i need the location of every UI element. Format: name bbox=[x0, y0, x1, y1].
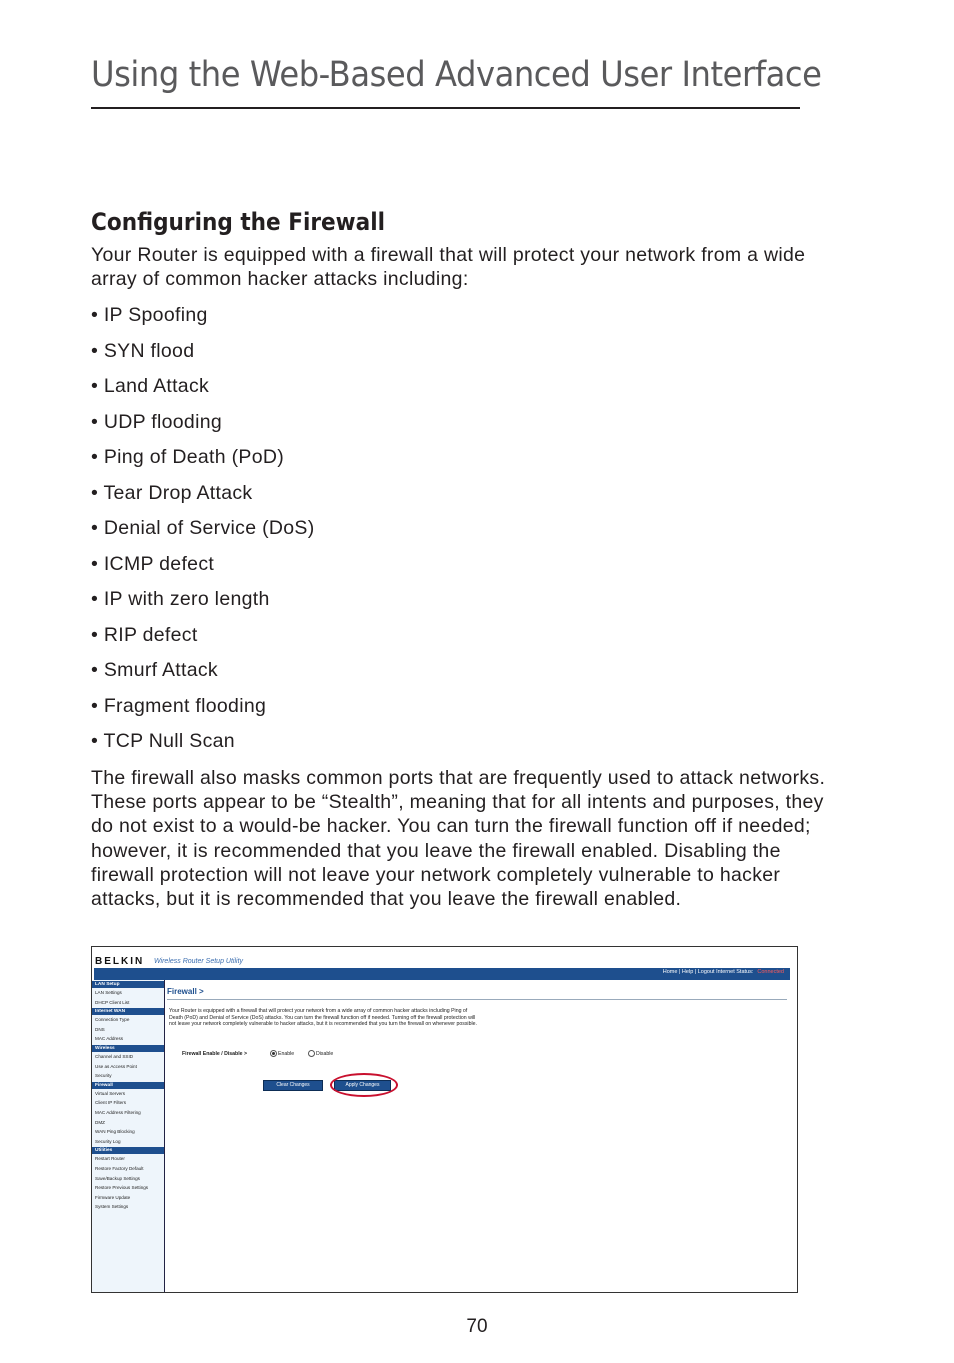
apply-changes-button[interactable]: Apply Changes bbox=[334, 1080, 391, 1091]
list-item: • Fragment flooding bbox=[91, 694, 267, 717]
list-item: • Smurf Attack bbox=[91, 659, 218, 681]
sidebar-item[interactable]: WAN Ping Blocking bbox=[95, 1129, 135, 1135]
content-title: Firewall > bbox=[167, 987, 204, 996]
sidebar-item[interactable]: DNS bbox=[95, 1026, 105, 1032]
sidebar bbox=[92, 980, 165, 1292]
list-item: • Tear Drop Attack bbox=[91, 481, 253, 504]
top-links[interactable] bbox=[663, 969, 784, 975]
sidebar-item[interactable]: Restart Router bbox=[95, 1156, 125, 1162]
sidebar-item[interactable]: Channel and SSID bbox=[95, 1053, 134, 1059]
disable-radio[interactable] bbox=[308, 1050, 315, 1057]
attack-list bbox=[91, 303, 315, 765]
sidebar-item[interactable]: MAC Address Filtering bbox=[95, 1109, 141, 1115]
internet-status: Connected bbox=[757, 969, 784, 975]
sidebar-item[interactable]: Connection Type bbox=[95, 1017, 130, 1023]
disable-radio-label: Disable bbox=[316, 1051, 334, 1057]
header-rule bbox=[91, 107, 800, 109]
sidebar-item[interactable]: Client IP Filters bbox=[95, 1100, 127, 1106]
section-title: Configuring the Firewall bbox=[91, 208, 386, 236]
firewall-toggle-label: Firewall Enable / Disable > bbox=[182, 1051, 248, 1057]
sidebar-item[interactable]: Security bbox=[95, 1073, 112, 1079]
list-item: • IP with zero length bbox=[91, 588, 270, 610]
sidebar-item[interactable]: DHCP Client List bbox=[95, 999, 130, 1005]
list-item: • RIP defect bbox=[91, 623, 198, 646]
sidebar-item[interactable]: LAN Settings bbox=[95, 990, 122, 995]
sidebar-item[interactable]: DMZ bbox=[95, 1119, 105, 1125]
content-rule bbox=[167, 999, 787, 1000]
intro-paragraph: Your Router is equipped with a firewall that will protect your network from a wide array of common hacker attacks including: bbox=[91, 244, 806, 291]
top-bar bbox=[94, 968, 790, 980]
sidebar-head-internet-wan[interactable]: Internet WAN bbox=[92, 1008, 164, 1015]
sidebar-item[interactable]: Restore Factory Default bbox=[95, 1165, 144, 1171]
enable-radio-label: Enable bbox=[278, 1051, 295, 1057]
top-links-text[interactable]: Home | Help | Logout Internet Status: bbox=[662, 969, 754, 975]
list-item: • Denial of Service (DoS) bbox=[91, 517, 315, 539]
outro-paragraph: The firewall also masks common ports that are frequently used to attack networks. These ports appear to be “Stealth”, meaning that for all intents and purposes, they do not exist to a would-be hacker. You can turn the firewall function off if needed; however, it is recommended that you leave the firewall enabled. Disabling the firewall protection will not leave your network completely vulnerable to hacker attacks, but it is recommended that you leave the firewall enabled. bbox=[91, 767, 826, 911]
enable-radio[interactable] bbox=[270, 1050, 277, 1057]
sidebar-item[interactable]: Use as Access Point bbox=[95, 1063, 137, 1069]
sidebar-item[interactable]: MAC Address bbox=[95, 1036, 124, 1042]
list-item: • Ping of Death (PoD) bbox=[91, 446, 285, 468]
list-item: • TCP Null Scan bbox=[91, 730, 235, 752]
sidebar-item[interactable]: Restore Previous Settings bbox=[95, 1185, 149, 1191]
list-item: • ICMP defect bbox=[91, 552, 215, 575]
list-item: • IP Spoofing bbox=[91, 304, 208, 326]
content-description: Your Router is equipped with a firewall that will protect your network from a wide array of common hacker attacks including Ping of Death (PoD) and Denial of Service (DoS) attacks. You can turn the firewall function off if needed. Turning off the firewall protection will not leave your network completely vulnerable to hacker attacks, but it is recommended that you turn the firewall on whenever possible. bbox=[169, 1008, 477, 1028]
list-item: • SYN flood bbox=[91, 339, 195, 362]
sidebar-item[interactable]: System Settings bbox=[95, 1204, 129, 1210]
belkin-logo: BELKIN bbox=[95, 956, 145, 967]
setup-utility-tagline: Wireless Router Setup Utility bbox=[154, 958, 244, 965]
sidebar-head-utilities[interactable]: Utilities bbox=[92, 1147, 164, 1154]
apply-highlight-circle bbox=[330, 1073, 398, 1097]
sidebar-head-lan-setup[interactable]: LAN Setup bbox=[92, 981, 164, 988]
router-screenshot bbox=[91, 946, 798, 1293]
sidebar-head-firewall[interactable]: Firewall bbox=[92, 1082, 164, 1089]
page-header-title: Using the Web-Based Advanced User Interface bbox=[91, 55, 822, 95]
sidebar-head-wireless[interactable]: Wireless bbox=[92, 1045, 164, 1052]
page-number: 70 bbox=[466, 1316, 488, 1337]
clear-changes-button[interactable]: Clear Changes bbox=[263, 1080, 323, 1091]
list-item: • Land Attack bbox=[91, 375, 210, 397]
sidebar-item[interactable]: Save/Backup Settings bbox=[95, 1175, 140, 1181]
sidebar-item[interactable]: Firmware Update bbox=[95, 1194, 131, 1200]
sidebar-item[interactable]: Security Log bbox=[95, 1138, 121, 1144]
sidebar-item[interactable]: Virtual Servers bbox=[95, 1090, 126, 1096]
list-item: • UDP flooding bbox=[91, 410, 222, 433]
